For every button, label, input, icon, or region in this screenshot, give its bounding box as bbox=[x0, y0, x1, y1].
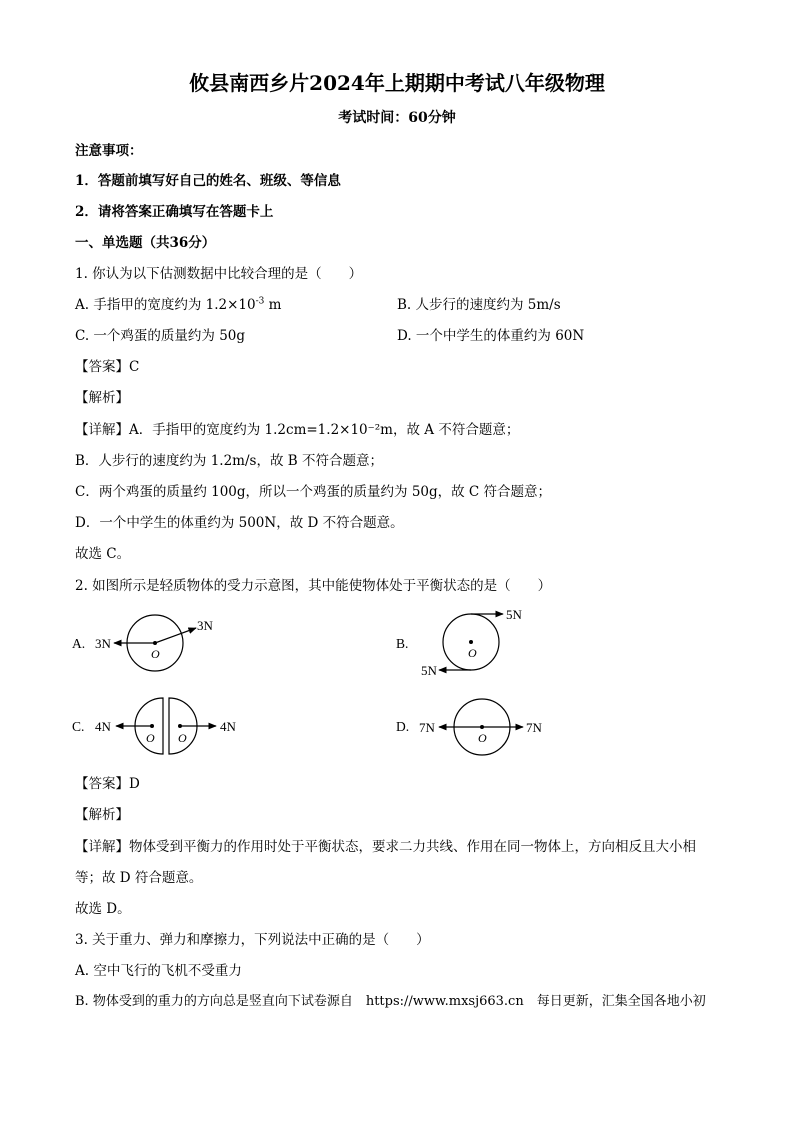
figure-d-center-label: O bbox=[478, 731, 487, 745]
q1-detail-3: C．两个鸡蛋的质量约 100g，所以一个鸡蛋的质量约为 50g，故 C 符合题意； bbox=[75, 484, 552, 500]
exam-duration: 考试时间：60分钟 bbox=[338, 110, 456, 126]
q2-figure-b bbox=[396, 607, 523, 678]
figure-c-force-right-label: 4N bbox=[220, 719, 236, 734]
figure-b-center-dot bbox=[469, 640, 473, 644]
figure-a-force-right-label: 3N bbox=[197, 618, 213, 633]
q1-option-d: D. 一个中学生的体重约为 60N bbox=[397, 328, 585, 344]
figure-c-label: C. bbox=[72, 719, 85, 734]
figure-a-force-right bbox=[155, 628, 196, 643]
figure-d-label: D. bbox=[396, 719, 410, 734]
figure-c-force-left-label: 4N bbox=[95, 719, 111, 734]
q2-detail-1: 【详解】物体受到平衡力的作用时处于平衡状态，要求二力共线、作用在同一物体上，方向相反且大小相 bbox=[75, 839, 696, 855]
q1-stem: 1. 你认为以下估测数据中比较合理的是（ ） bbox=[75, 266, 363, 282]
notice-heading: 注意事项： bbox=[75, 143, 143, 159]
figure-b-label: B. bbox=[396, 636, 409, 651]
exam-title: 攸县南西乡片2024年上期期中考试八年级物理 bbox=[189, 71, 605, 95]
q2-answer: 【答案】D bbox=[75, 776, 140, 792]
q1-detail-2: B．人步行的速度约为 1.2m/s，故 B 不符合题意； bbox=[75, 453, 383, 469]
q1-option-c: C. 一个鸡蛋的质量约为 50g bbox=[75, 328, 246, 344]
figure-a-force-left-label: 3N bbox=[95, 636, 111, 651]
q2-detail-3: 故选 D。 bbox=[75, 901, 131, 917]
q1-analysis-label: 【解析】 bbox=[75, 390, 129, 406]
figure-b-force-bottom-label: 5N bbox=[421, 663, 437, 678]
q1-answer: 【答案】C bbox=[75, 359, 140, 375]
q2-figure-c bbox=[72, 698, 237, 754]
q2-figure-d bbox=[396, 699, 543, 755]
q2-analysis-label: 【解析】 bbox=[75, 807, 129, 823]
q2-stem: 2. 如图所示是轻质物体的受力示意图，其中能使物体处于平衡状态的是（ ） bbox=[75, 578, 552, 594]
figure-a-label: A. bbox=[72, 636, 86, 651]
notice-item-1: 1．答题前填写好自己的姓名、班级、等信息 bbox=[75, 173, 341, 189]
q3-stem: 3. 关于重力、弹力和摩擦力，下列说法中正确的是（ ） bbox=[75, 932, 430, 948]
q1-option-a: A. 手指甲的宽度约为 $1.2\times 10^{-3}$ m bbox=[75, 296, 282, 313]
q2-figure-a bbox=[72, 615, 214, 671]
figure-a-center-label: O bbox=[151, 647, 160, 661]
section-heading: 一、单选题（共36分） bbox=[75, 235, 216, 251]
figure-b-center-label: O bbox=[468, 646, 477, 660]
q3-option-b: B. 物体受到的重力的方向总是竖直向下试卷源自 https://www.mxsj663.cn 每日更新，汇集全国各地小初 bbox=[75, 994, 706, 1009]
q2-detail-2: 等；故 D 符合题意。 bbox=[75, 870, 203, 886]
figure-c-right-center-label: O bbox=[178, 731, 187, 745]
figure-b-force-top-label: 5N bbox=[506, 607, 522, 622]
figure-d-force-right-label: 7N bbox=[526, 720, 542, 735]
figure-d-force-left-label: 7N bbox=[419, 720, 435, 735]
notice-item-2: 2．请将答案正确填写在答题卡上 bbox=[75, 204, 274, 220]
q1-detail-4: D．一个中学生的体重约为 500N，故 D 不符合题意。 bbox=[75, 515, 404, 531]
q1-option-b: B. 人步行的速度约为 5m/s bbox=[397, 297, 561, 313]
figure-c-left-center-label: O bbox=[146, 731, 155, 745]
q3-option-a: A. 空中飞行的飞机不受重力 bbox=[75, 963, 242, 979]
q1-detail-5: 故选 C。 bbox=[75, 546, 131, 562]
q1-detail-1: 【详解】A．手指甲的宽度约为 1.2cm=1.2×10⁻²m，故 A 不符合题意； bbox=[75, 422, 520, 438]
